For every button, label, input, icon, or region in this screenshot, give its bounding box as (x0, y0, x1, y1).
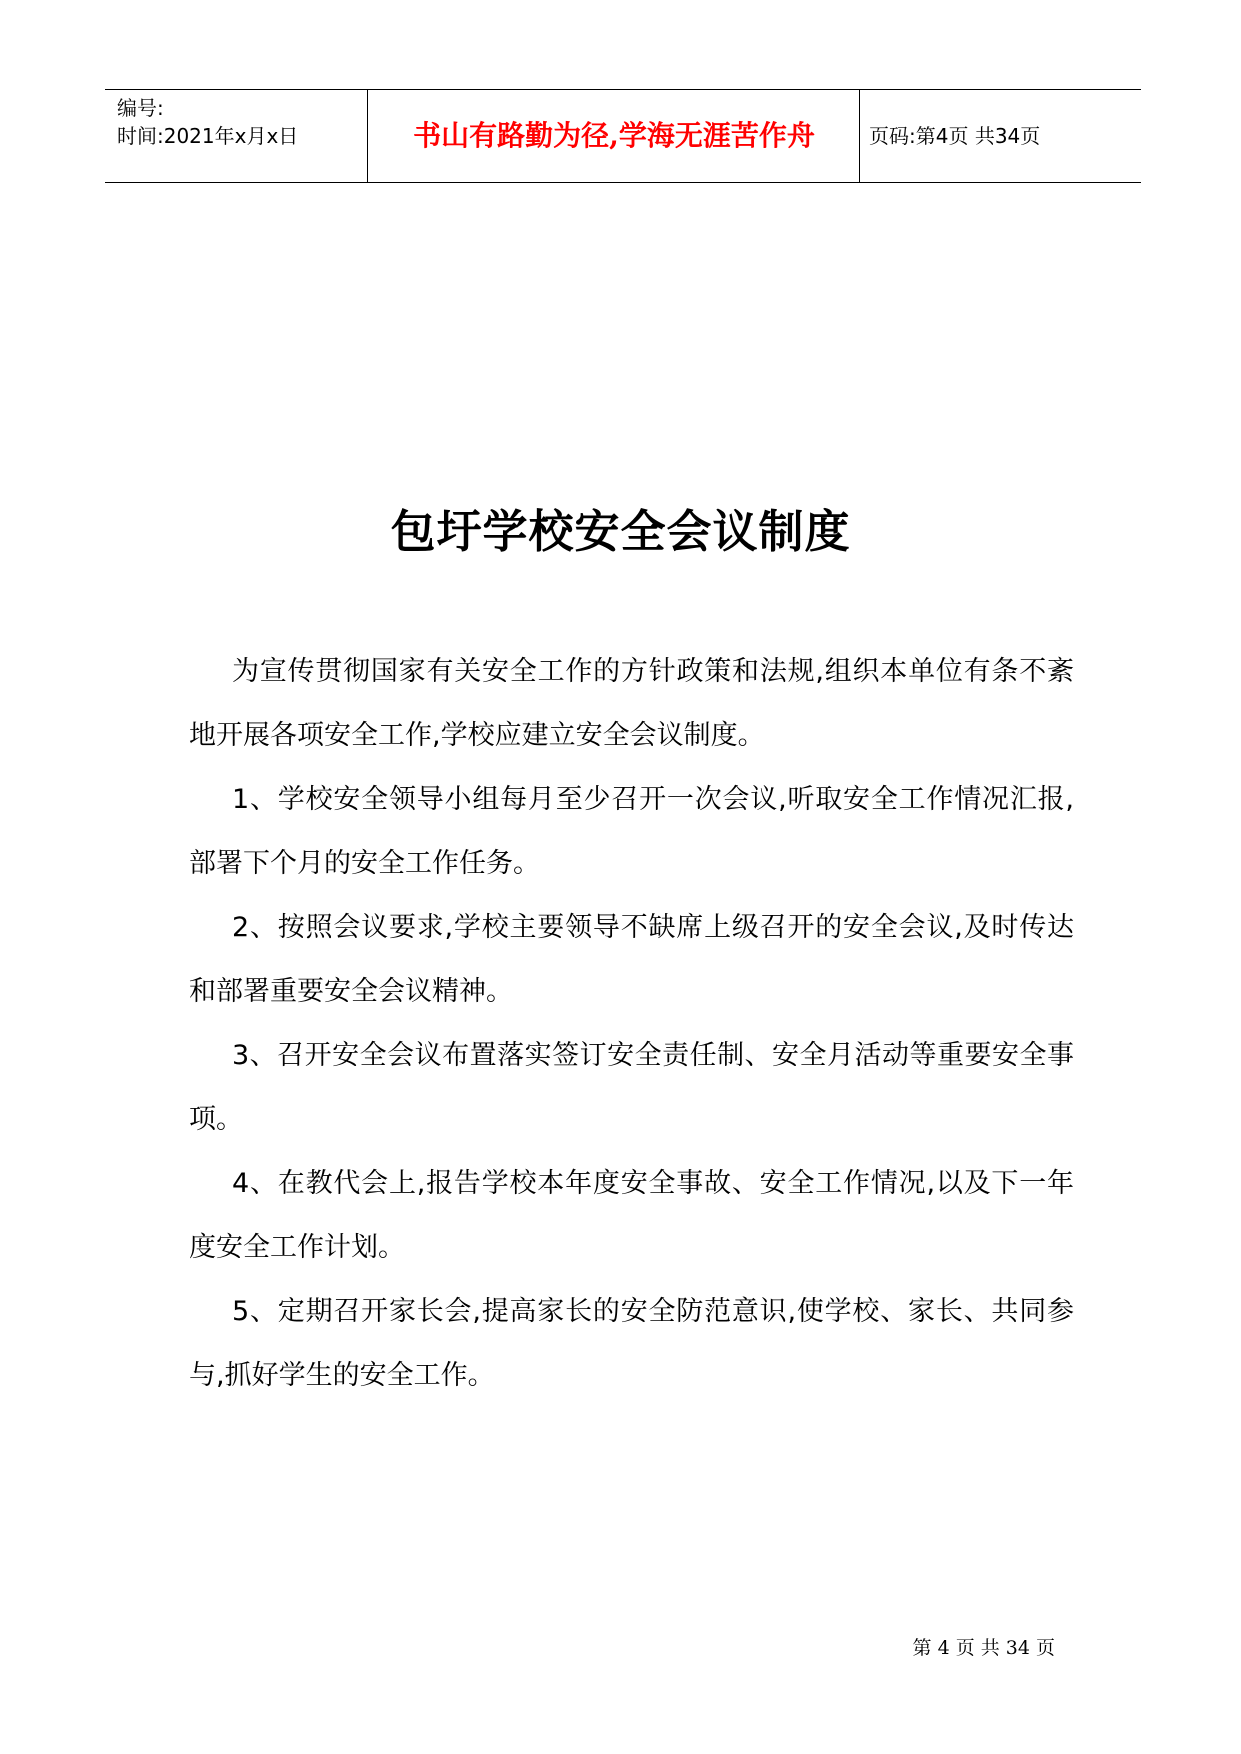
paragraph-item-3: 3、召开安全会议布置落实签订安全责任制、安全月活动等重要安全事项。 (189, 1040, 1074, 1135)
document-title: 包圩学校安全会议制度 (390, 505, 851, 558)
paragraph-item-1: 1、学校安全领导小组每月至少召开一次会议,听取安全工作情况汇报,部署下个月的安全工作任务。 (189, 784, 1074, 879)
header-motto: 书山有路勤为径,学海无涯苦作舟 (413, 119, 815, 152)
paragraph-item-4: 4、在教代会上,报告学校本年度安全事故、安全工作情况,以及下一年度安全工作计划。 (189, 1168, 1074, 1263)
paragraph-item-2: 2、按照会议要求,学校主要领导不缺席上级召开的安全会议,及时传达和部署重要安全会议精神。 (189, 912, 1074, 1007)
document-body (189, 640, 1074, 1408)
paragraph-intro: 为宣传贯彻国家有关安全工作的方针政策和法规,组织本单位有条不紊地开展各项安全工作,学校应建立安全会议制度。 (189, 656, 1074, 751)
serial-number-label: 编号: (117, 96, 164, 120)
page-footer: 第 4 页 共 34 页 (912, 1637, 1055, 1659)
header-page-info: 页码:第4页 共34页 (869, 124, 1041, 148)
date-line: 时间:2021年x月x日 (117, 124, 299, 148)
header-divider-right (859, 90, 860, 182)
header-divider-left (367, 90, 368, 182)
paragraph-item-5: 5、定期召开家长会,提高家长的安全防范意识,使学校、家长、共同参与,抓好学生的安全工作。 (189, 1296, 1074, 1391)
header-meta (117, 94, 367, 150)
page-header (105, 89, 1141, 183)
